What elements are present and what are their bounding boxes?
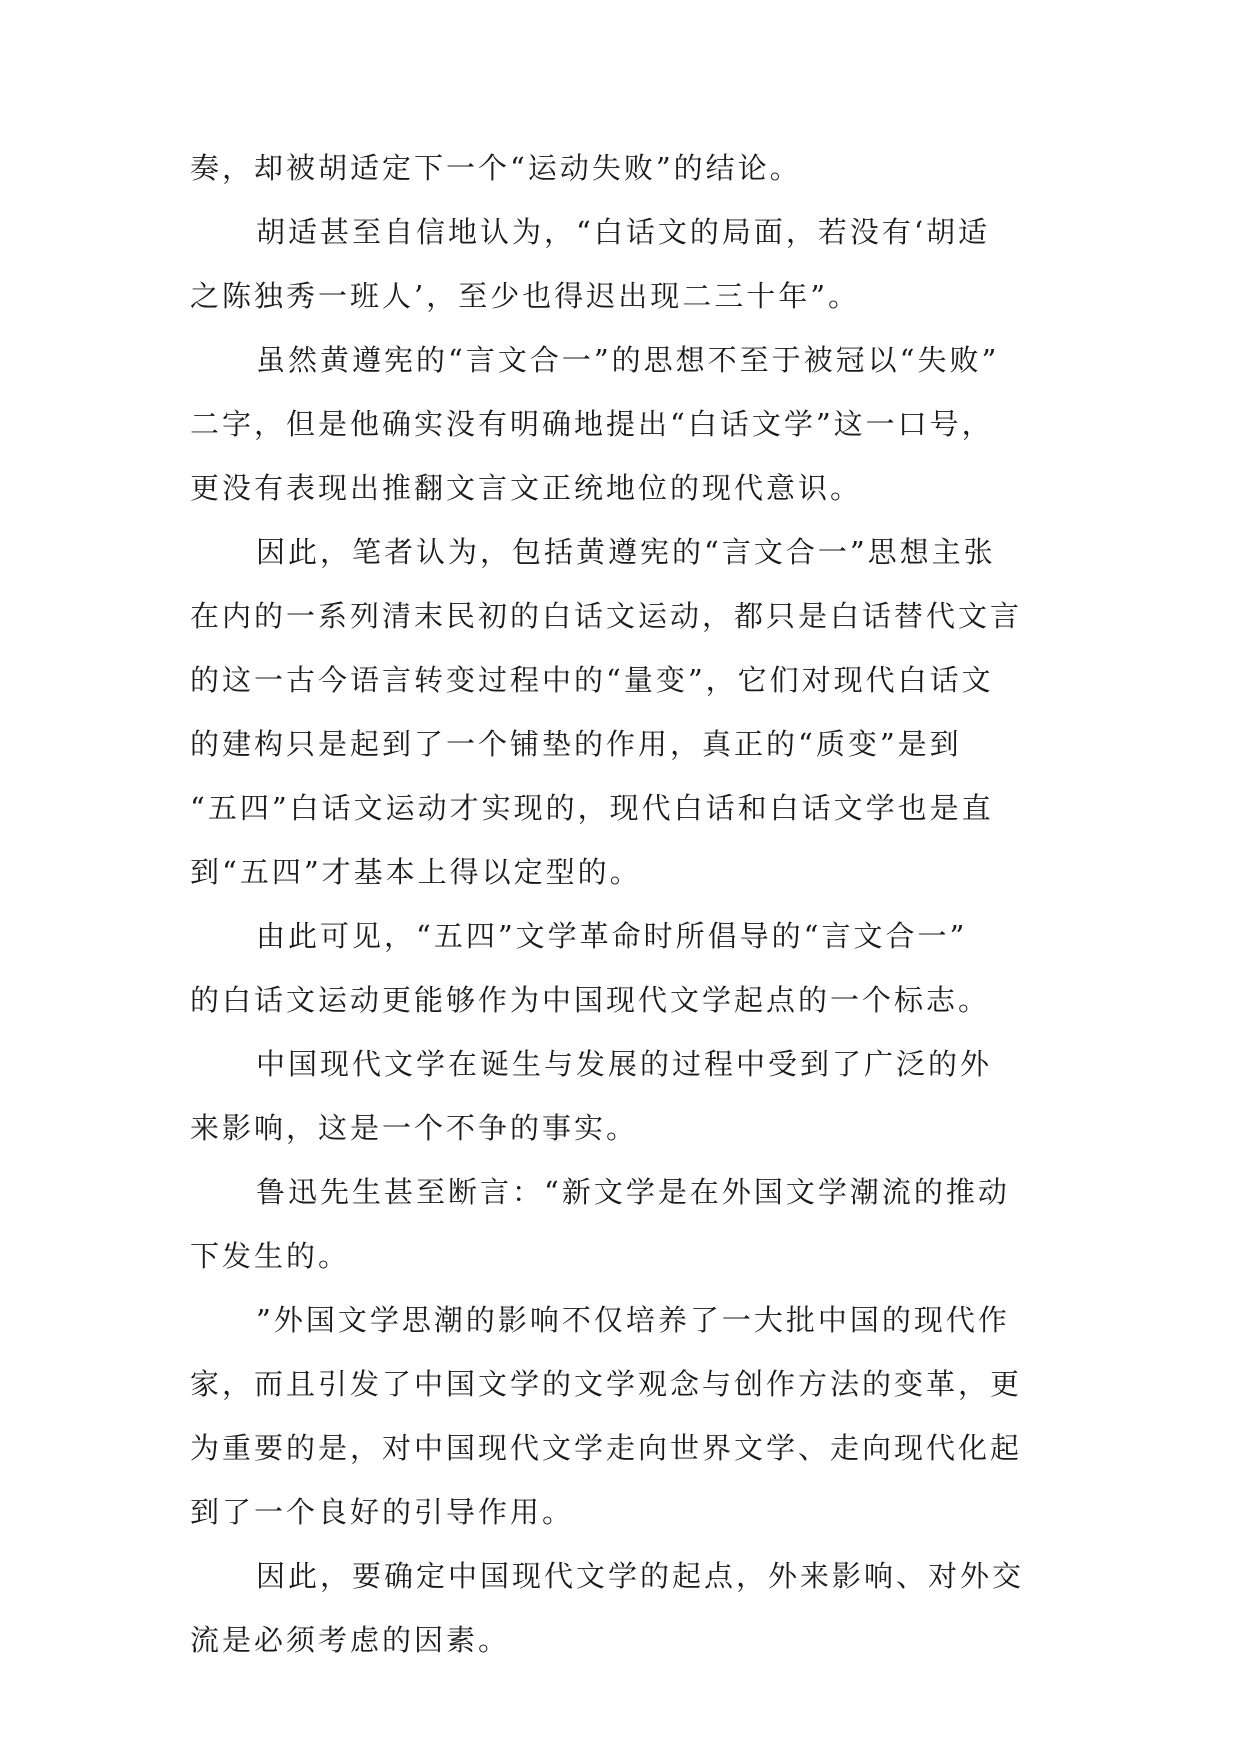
text-line: 到了一个良好的引导作用。	[190, 1495, 575, 1529]
text-line: ”外国文学思潮的影响不仅培养了一大批中国的现代作	[256, 1303, 1010, 1337]
text-line: 更没有表现出推翻文言文正统地位的现代意识。	[190, 471, 863, 505]
text-line: 的这一古今语言转变过程中的“量变”，它们对现代白话文	[190, 663, 994, 697]
text-line: 鲁迅先生甚至断言：“新文学是在外国文学潮流的推动	[256, 1175, 1010, 1209]
text-line: 来影响，这是一个不争的事实。	[190, 1111, 639, 1145]
text-line: 流是必须考虑的因素。	[190, 1623, 511, 1657]
text-line: 虽然黄遵宪的“言文合一”的思想不至于被冠以“失败”	[256, 343, 1000, 377]
text-line: 二字，但是他确实没有明确地提出“白话文学”这一口号，	[190, 407, 994, 441]
text-line: 奏，却被胡适定下一个“运动失败”的结论。	[190, 151, 802, 185]
body-text	[190, 136, 1060, 1672]
text-line: 的白话文运动更能够作为中国现代文学起点的一个标志。	[190, 983, 991, 1017]
text-line: 中国现代文学在诞生与发展的过程中受到了广泛的外	[256, 1047, 993, 1081]
text-line: 胡适甚至自信地认为，“白话文的局面，若没有‘胡适	[256, 215, 991, 249]
text-line: 在内的一系列清末民初的白话文运动，都只是白话替代文言	[190, 599, 1023, 633]
text-line: 家，而且引发了中国文学的文学观念与创作方法的变革，更	[190, 1367, 1023, 1401]
text-line: 因此，要确定中国现代文学的起点，外来影响、对外交	[256, 1559, 1025, 1593]
text-line: 之陈独秀一班人’，至少也得迟出现二三十年”。	[190, 279, 861, 313]
text-line: 因此，笔者认为，包括黄遵宪的“言文合一”思想主张	[256, 535, 996, 569]
text-line: 下发生的。	[190, 1239, 351, 1273]
text-line: 为重要的是，对中国现代文学走向世界文学、走向现代化起	[190, 1431, 1023, 1465]
text-line: 由此可见，“五四”文学革命时所倡导的“言文合一”	[256, 919, 968, 953]
text-line: 的建构只是起到了一个铺垫的作用，真正的“质变”是到	[190, 727, 962, 761]
text-line: 到“五四”才基本上得以定型的。	[190, 855, 642, 889]
text-line: “五四”白话文运动才实现的，现代白话和白话文学也是直	[190, 791, 994, 825]
